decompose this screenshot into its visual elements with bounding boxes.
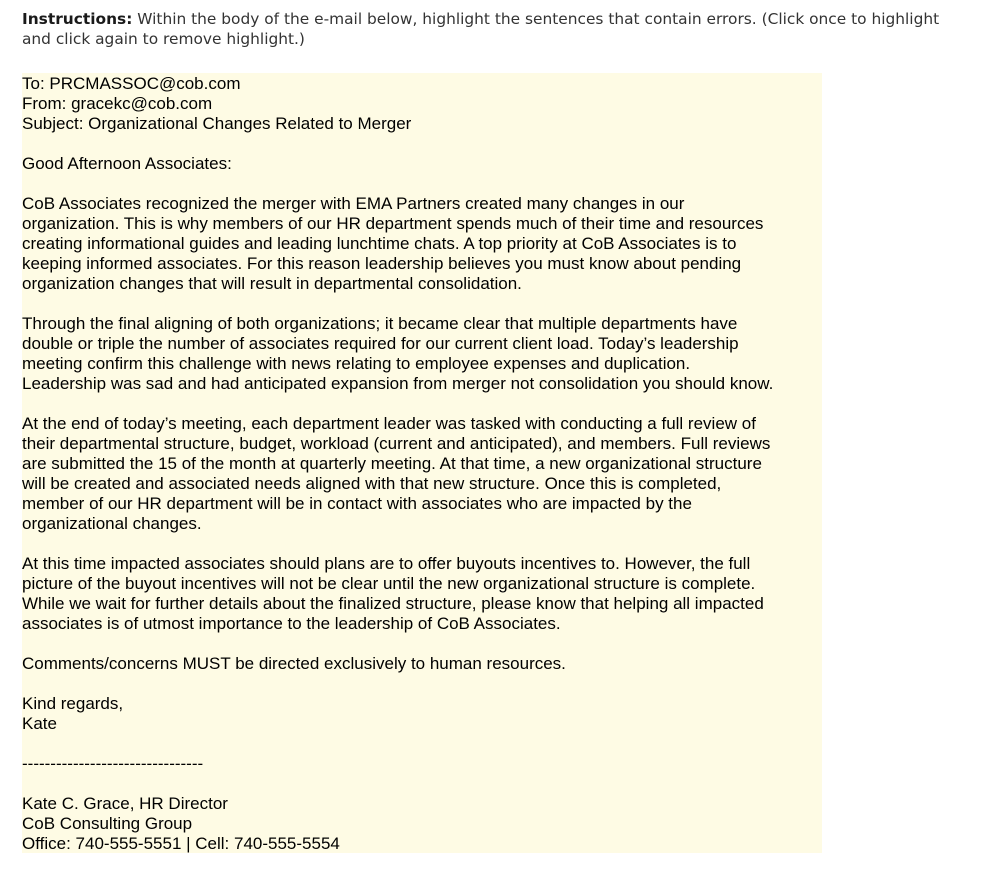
signature-company: CoB Consulting Group [22, 814, 193, 833]
paragraph-line[interactable]: Leadership was sad and had anticipated expansion from merger not consolidation you should know. [22, 374, 774, 393]
paragraph-line[interactable]: associates is of utmost importance to the leadership of CoB Associates. [22, 614, 561, 633]
paragraph-line[interactable]: keeping informed associates. For this reason leadership believes you must know about pending [22, 254, 742, 273]
paragraph-line[interactable]: creating informational guides and leading lunchtime chats. A top priority at CoB Associates is to [22, 234, 737, 253]
email-subject: Subject: Organizational Changes Related to Merger [22, 114, 412, 133]
email-greeting: Good Afternoon Associates: [22, 154, 232, 173]
paragraph-line[interactable]: Comments/concerns MUST be directed exclusively to human resources. [22, 654, 566, 673]
paragraph-line[interactable]: At the end of today’s meeting, each department leader was tasked with conducting a full review of [22, 414, 756, 433]
instructions [22, 9, 962, 49]
email-paragraph-4 [22, 554, 822, 634]
email-paragraph-1 [22, 194, 822, 294]
email-paragraph-3 [22, 414, 822, 534]
email-paragraph-5 [22, 654, 822, 674]
email-closing: Kind regards, [22, 694, 124, 713]
signature-phone: Office: 740-555-5551 | Cell: 740-555-5554 [22, 834, 340, 853]
email-from: From: gracekc@cob.com [22, 94, 213, 113]
paragraph-line[interactable]: member of our HR department will be in contact with associates who are impacted by the [22, 494, 692, 513]
paragraph-line[interactable]: organization. This is why members of our HR department spends much of their time and resources [22, 214, 764, 233]
paragraph-line[interactable]: organization changes that will result in departmental consolidation. [22, 274, 522, 293]
paragraph-line[interactable]: At this time impacted associates should plans are to offer buyouts incentives to. However, the full [22, 554, 751, 573]
instructions-label: Instructions: [22, 10, 133, 28]
paragraph-line[interactable]: Through the final aligning of both organizations; it became clear that multiple departments have [22, 314, 738, 333]
signature-separator: -------------------------------- [22, 754, 204, 773]
signature-full-name: Kate C. Grace, HR Director [22, 794, 228, 813]
email-body [22, 73, 822, 853]
email-signature-name: Kate [22, 714, 57, 733]
paragraph-line[interactable]: picture of the buyout incentives will not be clear until the new organizational structure is complete. [22, 574, 756, 593]
paragraph-line[interactable]: While we wait for further details about the finalized structure, please know that helping all impacted [22, 594, 764, 613]
email-paragraph-2 [22, 314, 822, 394]
paragraph-line[interactable]: organizational changes. [22, 514, 202, 533]
paragraph-line[interactable]: double or triple the number of associates required for our current client load. Today’s leadership [22, 334, 739, 353]
email-to: To: PRCMASSOC@cob.com [22, 74, 241, 93]
paragraph-line[interactable]: will be created and associated needs aligned with that new structure. Once this is completed, [22, 474, 722, 493]
paragraph-line[interactable]: are submitted the 15 of the month at quarterly meeting. At that time, a new organizational structure [22, 454, 762, 473]
paragraph-line[interactable]: CoB Associates recognized the merger with EMA Partners created many changes in our [22, 194, 685, 213]
paragraph-line[interactable]: their departmental structure, budget, workload (current and anticipated), and members. Full reviews [22, 434, 771, 453]
paragraph-line[interactable]: meeting confirm this challenge with news relating to employee expenses and duplication. [22, 354, 691, 373]
instructions-text: Within the body of the e-mail below, highlight the sentences that contain errors. (Click once to highlight and click again to remove highlight.) [22, 10, 940, 48]
